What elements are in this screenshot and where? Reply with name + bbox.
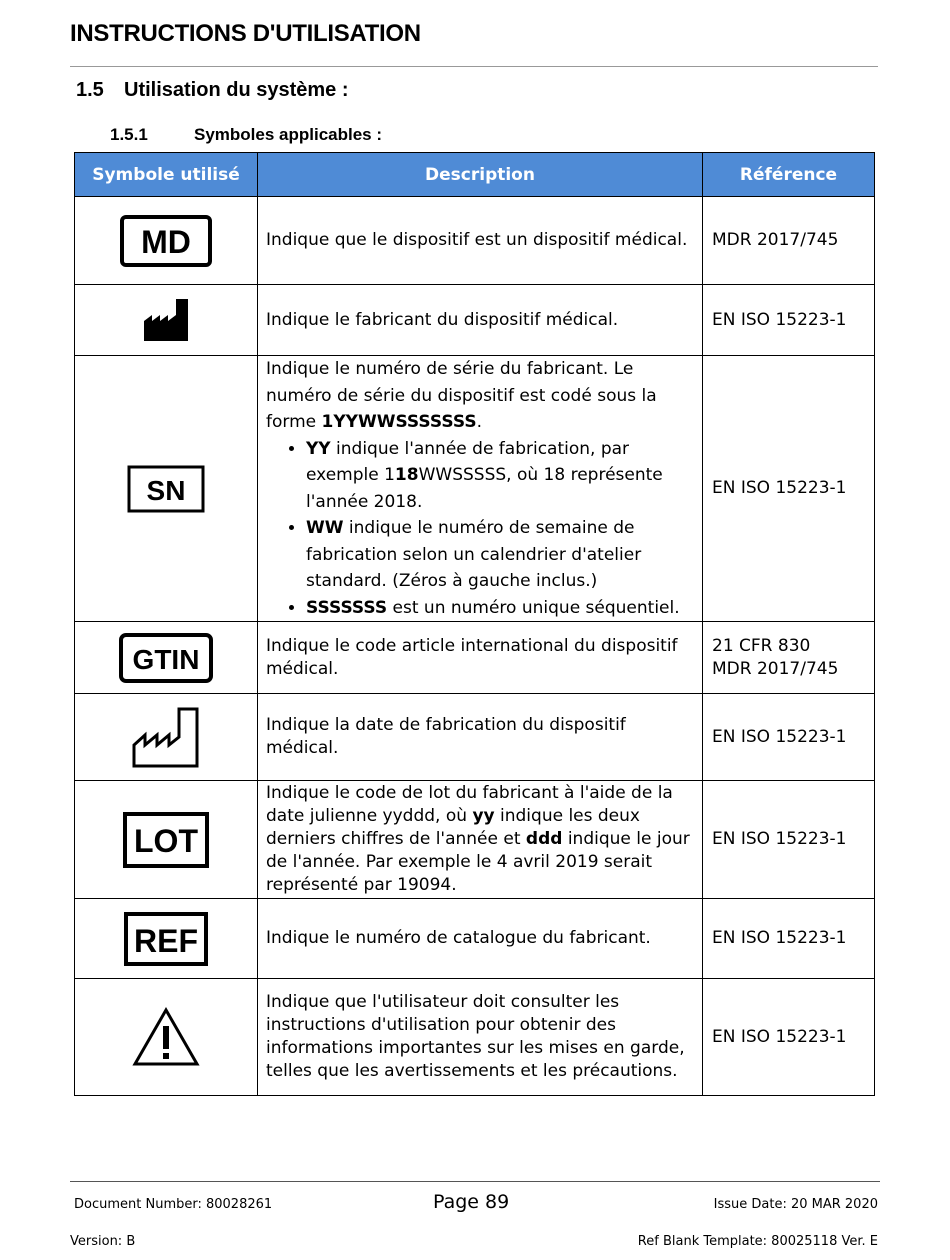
section-number: 1.5 [76, 79, 104, 101]
reference-cell: EN ISO 15223-1 [703, 781, 875, 899]
section-heading [76, 79, 349, 102]
table-row [75, 979, 875, 1096]
table-row [75, 694, 875, 781]
lot-description-bold: ddd [525, 829, 563, 849]
header-divider [70, 66, 878, 67]
symbol-cell [75, 285, 258, 356]
symbols-table [74, 152, 875, 1096]
column-header-description: Description [258, 153, 703, 197]
description-cell: Indique la date de fabrication du dispositif médical. [258, 694, 703, 781]
page-number: Page 89 [433, 1191, 510, 1213]
manufacturer-icon [142, 297, 190, 343]
table-header-row [75, 153, 875, 197]
bullet-text-end: WWSSSSS, où 18 représente l'année 2018. [306, 465, 663, 512]
symbol-cell [75, 899, 258, 979]
column-header-reference: Référence [703, 153, 875, 197]
reference-cell: EN ISO 15223-1 [703, 694, 875, 781]
document-header-title: INSTRUCTIONS D'UTILISATION [70, 20, 421, 47]
bullet-term: YY [306, 438, 331, 459]
symbol-cell [75, 979, 258, 1096]
sn-symbol-text: SN [146, 474, 186, 506]
bullet-text: indique le numéro de semaine de fabrication selon un calendrier d'atelier standard. (Zéros à gauche inclus.) [306, 518, 642, 591]
lot-description-part: indique les deux derniers chiffres de l'année et [266, 806, 640, 849]
list-item [306, 436, 694, 516]
lot-description-part: Indique le code de lot du fabricant à l'aide de la date julienne yyddd, où [266, 783, 673, 826]
description-cell: Indique le code article international du dispositif médical. [258, 622, 703, 694]
date-of-manufacture-icon [131, 705, 201, 769]
reference-cell: EN ISO 15223-1 [703, 899, 875, 979]
reference-cell: EN ISO 15223-1 [703, 979, 875, 1096]
document-number: Document Number: 80028261 [74, 1197, 273, 1212]
caution-icon [132, 1007, 200, 1067]
list-item [306, 515, 694, 595]
ref-symbol [124, 912, 208, 966]
reference-cell: MDR 2017/745 [703, 197, 875, 285]
footer-divider [70, 1181, 880, 1182]
bullet-text: est un numéro unique séquentiel. [387, 597, 680, 618]
reference-line: MDR 2017/745 [712, 658, 839, 679]
subsection-number: 1.5.1 [110, 125, 148, 144]
reference-cell [703, 622, 875, 694]
template-reference: Ref Blank Template: 80025118 Ver. E [637, 1234, 878, 1249]
bullet-term: WW [306, 518, 344, 538]
description-cell: Indique que l'utilisateur doit consulter les instructions d'utilisation pour obtenir des informations importantes sur les mises en garde, telles que les avertissements et les précautions. [258, 979, 703, 1096]
serial-format-code: 1YYWWSSSSSSS [321, 412, 477, 432]
symbol-cell [75, 197, 258, 285]
reference-line: 21 CFR 830 [712, 635, 811, 656]
ref-symbol-text: REF [134, 922, 198, 959]
lot-description-part: indique le jour de l'année. Par exemple le 4 avril 2019 serait représenté par 19094. [266, 829, 690, 895]
lot-symbol-text: LOT [134, 822, 198, 859]
description-cell: Indique le numéro de catalogue du fabricant. [258, 899, 703, 979]
table-row [75, 356, 875, 622]
column-header-symbol: Symbole utilisé [75, 153, 258, 197]
serial-format-list [266, 436, 694, 622]
issue-date: Issue Date: 20 MAR 2020 [713, 1197, 878, 1212]
subsection-title: Symboles applicables : [194, 125, 383, 144]
reference-cell: EN ISO 15223-1 [703, 356, 875, 622]
table-row [75, 285, 875, 356]
bullet-term: SSSSSSS [306, 597, 388, 618]
gtin-symbol-text: GTIN [132, 643, 200, 675]
table-row [75, 197, 875, 285]
lot-symbol [123, 812, 209, 868]
md-symbol [120, 215, 212, 267]
gtin-symbol [119, 633, 213, 683]
table-row [75, 781, 875, 899]
symbol-cell [75, 356, 258, 622]
symbol-cell [75, 622, 258, 694]
bullet-highlight: 18 [394, 465, 419, 485]
description-cell: Indique le fabricant du dispositif médical. [258, 285, 703, 356]
description-cell [258, 781, 703, 899]
symbol-cell [75, 781, 258, 899]
bullet-text: indique l'année de fabrication, par exemple 1 [306, 438, 630, 485]
serial-description-intro: Indique le numéro de série du fabricant. Le numéro de série du dispositif est codé sous la forme [266, 359, 657, 432]
description-cell: Indique que le dispositif est un dispositif médical. [258, 197, 703, 285]
description-cell [258, 356, 703, 622]
md-symbol-text: MD [141, 223, 191, 260]
serial-description-intro-end: . [476, 412, 482, 432]
table-row [75, 622, 875, 694]
lot-description-bold: yy [472, 806, 495, 826]
section-title: Utilisation du système : [124, 79, 349, 101]
symbol-cell [75, 694, 258, 781]
sn-symbol [127, 465, 205, 513]
table-row [75, 899, 875, 979]
subsection-heading [110, 125, 382, 145]
document-version: Version: B [70, 1234, 136, 1249]
reference-cell: EN ISO 15223-1 [703, 285, 875, 356]
list-item [306, 595, 694, 622]
